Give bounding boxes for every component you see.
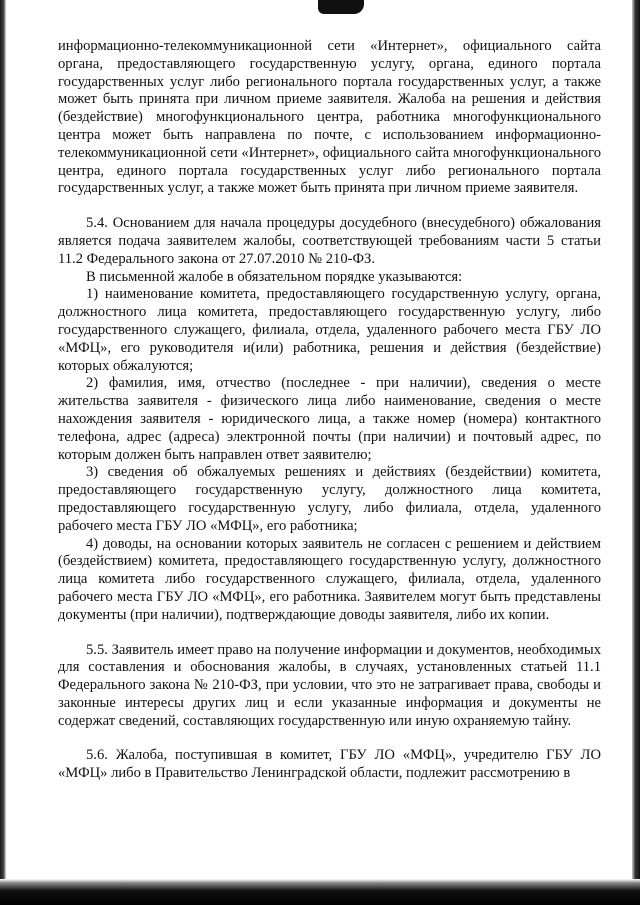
paragraph-gap bbox=[58, 198, 601, 215]
scan-edge-left bbox=[0, 0, 6, 905]
list-item-1: 1) наименование комитета, предоставляющего государственную услугу, органа, должностного лица комитета, предоставляющего государственную услугу, либо государственного служащего, филиала, отдела, удаленного рабочего места ГБУ ЛО «МФЦ», его руководителя и(или) работника, решения и действия (бездействие) которых обжалуются; bbox=[58, 286, 601, 374]
paragraph-5-6: 5.6. Жалоба, поступившая в комитет, ГБУ ЛО «МФЦ», учредителю ГБУ ЛО «МФЦ» либо в Правительство Ленинградской области, подлежит рассмотрению в bbox=[58, 747, 601, 782]
list-item-4: 4) доводы, на основании которых заявитель не согласен с решением и действием (бездействием) комитета, предоставляющего государственную услугу, должностного лица комитета либо государственного служащего, филиала, отдела, удаленного рабочего места ГБУ ЛО «МФЦ», его работника. Заявителем могут быть представлены документы (при наличии), подтверждающие доводы заявителя, либо их копии. bbox=[58, 535, 601, 623]
document-page bbox=[58, 38, 601, 783]
paragraph-5-5: 5.5. Заявитель имеет право на получение информации и документов, необходимых для составления и обоснования жалобы, в случаях, установленных статьей 11.1 Федерального закона № 210-ФЗ, при условии, что это не затрагивает права, свободы и законные интересы других лиц и если указанные информация и документы не содержат сведений, составляющих государственную или иную охраняемую тайну. bbox=[58, 641, 601, 729]
scan-top-mark bbox=[318, 0, 364, 14]
paragraph-continuation: информационно-телекоммуникационной сети «Интернет», официального сайта органа, предоставляющего государственную услугу, органа, единого портала государственных услуг либо регионального портала государственных услуг, а также может быть принята при личном приеме заявителя. Жалоба на решения и действия (бездействие) многофункционального центра, работника многофункционального центра может быть направлена по почте, с использованием информационно-телекоммуникационной сети «Интернет», официального сайта многофункционального центра, единого портала государственных услуг либо регионального портала государственных услуг, а также может быть принята при личном приеме заявителя. bbox=[58, 38, 601, 197]
scan-edge-bottom bbox=[0, 879, 640, 905]
paragraph-written-complaint-intro: В письменной жалобе в обязательном порядке указываются: bbox=[86, 268, 463, 285]
scan-edge-right bbox=[632, 0, 640, 905]
paragraph-5-4: 5.4. Основанием для начала процедуры досудебного (внесудебного) обжалования является подача заявителем жалобы, соответствующей требованиям части 5 статьи 11.2 Федерального закона от 27.07.2010 № 210-ФЗ. bbox=[58, 215, 601, 267]
paragraph-gap bbox=[58, 730, 601, 747]
list-item-2: 2) фамилия, имя, отчество (последнее - при наличии), сведения о месте жительства заявителя - физического лица либо наименование, сведения о месте нахождения заявителя - юридического лица, а также номер (номера) контактного телефона, адрес (адреса) электронной почты (при наличии) и почтовый адрес, по которым должен быть направлен ответ заявителю; bbox=[58, 375, 601, 463]
paragraph-gap bbox=[58, 625, 601, 642]
list-item-3: 3) сведения об обжалуемых решениях и действиях (бездействии) комитета, предоставляющего государственную услугу, должностного лица комитета, предоставляющего государственную услугу, либо филиала, отдела, удаленного рабочего места ГБУ ЛО «МФЦ», его работника; bbox=[58, 464, 601, 534]
